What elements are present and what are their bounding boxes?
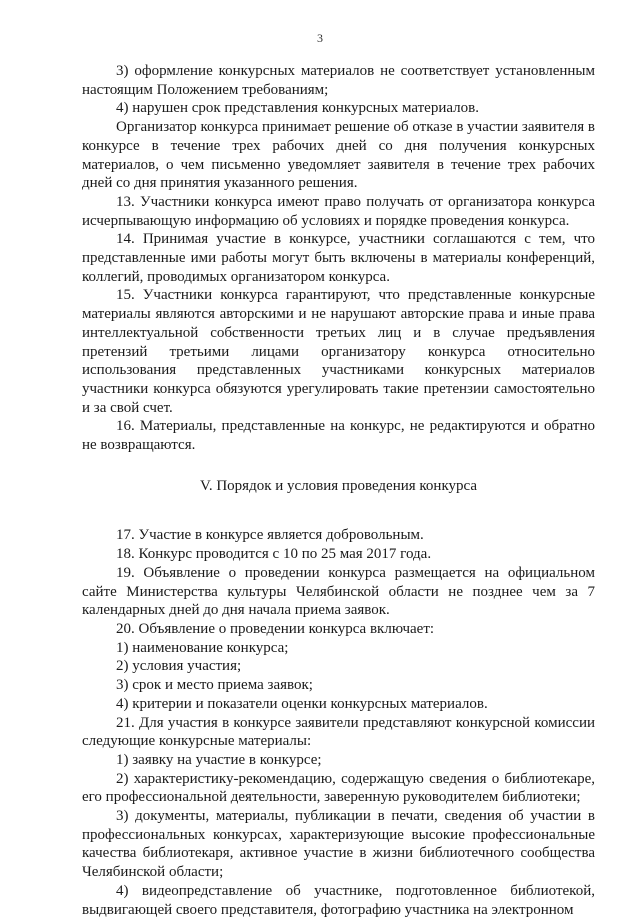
section-heading: V. Порядок и условия проведения конкурса xyxy=(199,477,478,494)
document-body xyxy=(82,62,595,919)
list-item-21-2: 2) характеристику-рекомендацию, содержащую сведения о библиотекаре, его профессиональной деятельности, заверенную руководителем библиотеки; xyxy=(82,770,595,806)
paragraph-organizer-refusal: Организатор конкурса принимает решение об отказе в участии заявителя в конкурсе в течение трех рабочих дней со дня получения конкурсных материалов, о чем письменно уведомляет заявителя в течение трех рабочих дней со дня принятия указанного решения. xyxy=(82,119,595,192)
paragraph-item-3-list: 3) оформление конкурсных материалов не соответствует установленным настоящим Положением требованиям; xyxy=(82,63,595,98)
list-item-21-1: 1) заявку на участие в конкурсе; xyxy=(116,751,322,768)
paragraph-21: 21. Для участия в конкурсе заявители представляют конкурсной комиссии следующие конкурсные материалы: xyxy=(82,714,595,750)
paragraph-13: 13. Участники конкурса имеют право получать от организатора конкурса исчерпывающую информацию об условиях и порядке проведения конкурса. xyxy=(82,193,595,229)
paragraph-14: 14. Принимая участие в конкурсе, участники соглашаются с тем, что представленные ими работы могут быть включены в материалы конференций, коллегий, проводимых организатором конкурса. xyxy=(82,231,595,285)
list-item-20-3: 3) срок и место приема заявок; xyxy=(116,677,313,694)
paragraph-item-4-list: 4) нарушен срок представления конкурсных материалов. xyxy=(116,100,479,117)
paragraph-15: 15. Участники конкурса гарантируют, что представленные конкурсные материалы являются авторскими и не нарушают авторские права и иные права интеллектуальной собственности третьих лиц и в случае предъявления претензий третьими лицами организатору конкурса относительно использования представленных участниками конкурсных материалов участники конкурса обязуются урегулировать такие претензии самостоятельно и за свой счет. xyxy=(82,287,595,416)
list-item-20-4: 4) критерии и показатели оценки конкурсных материалов. xyxy=(116,695,488,712)
list-item-20-1: 1) наименование конкурса; xyxy=(116,639,289,656)
paragraph-16: 16. Материалы, представленные на конкурс, не редактируются и обратно не возвращаются. xyxy=(82,418,595,454)
list-item-21-4: 4) видеопредставление об участнике, подготовленное библиотекой, выдвигающей своего представителя, фотографию участника на электронном xyxy=(82,882,595,918)
list-item-21-3: 3) документы, материалы, публикации в печати, сведения об участии в профессиональных конкурсах, характеризующие высокие профессиональные качества библиотекаря, активное участие в жизни библиотечного сообщества Челябинской области; xyxy=(82,808,595,881)
paragraph-18: 18. Конкурс проводится с 10 по 25 мая 2017 года. xyxy=(116,546,432,563)
page-number: 3 xyxy=(317,31,323,45)
paragraph-19: 19. Объявление о проведении конкурса размещается на официальном сайте Министерства культуры Челябинской области не позднее чем за 7 календарных дней до дня начала приема заявок. xyxy=(82,564,595,619)
list-item-20-2: 2) условия участия; xyxy=(116,658,242,675)
paragraph-17: 17. Участие в конкурсе является добровольным. xyxy=(116,527,424,544)
paragraph-20: 20. Объявление о проведении конкурса включает: xyxy=(116,620,435,637)
